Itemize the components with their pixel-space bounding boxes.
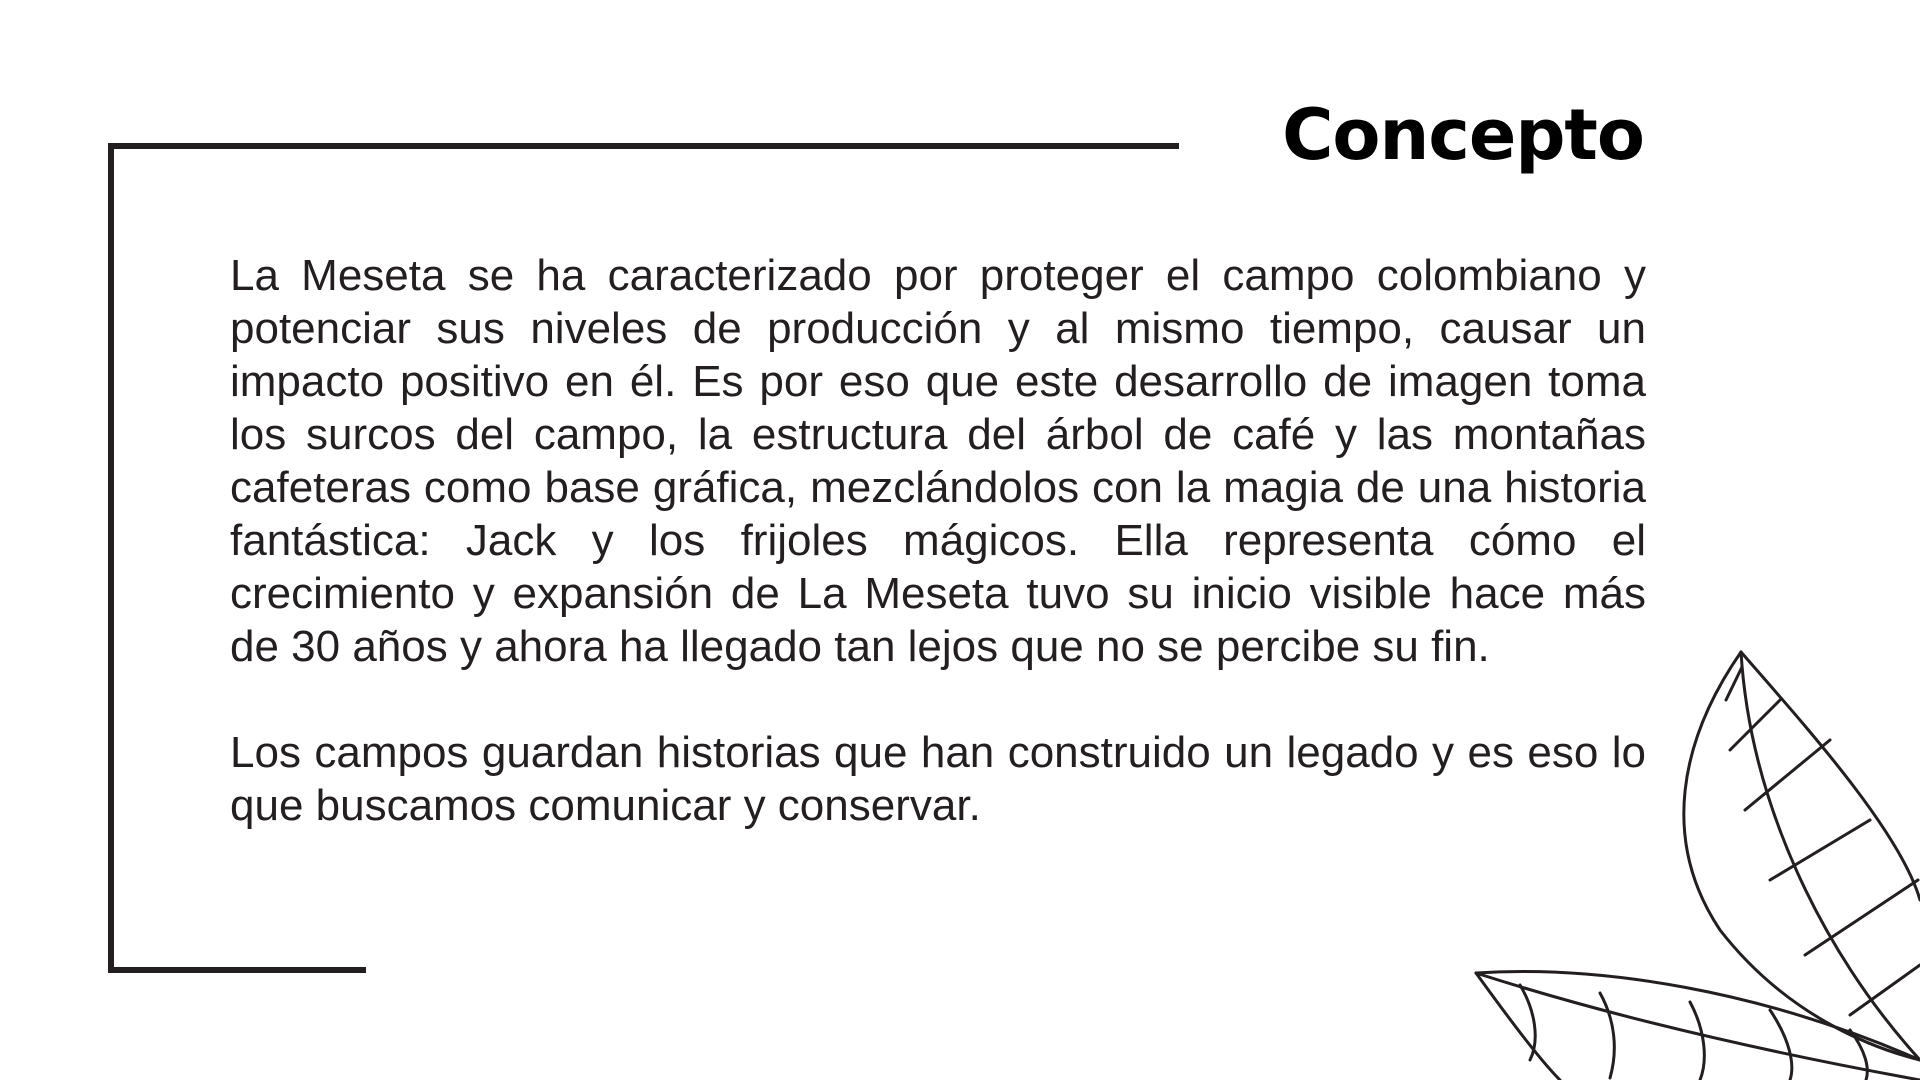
frame-left-line <box>108 143 114 973</box>
slide-title: Concepto <box>1282 94 1644 176</box>
paragraph-concept: La Meseta se ha caracterizado por proteger el campo colombiano y potenciar sus niveles de producción y al mismo tiempo, causar un impacto positivo en él. Es por eso que este desarrollo de imagen toma los surcos del campo, la estructura del árbol de café y las montañas cafeteras como base gráfica, mezclándolos con la magia de una historia fantástica: Jack y los frijoles mágicos. Ella representa cómo el crecimiento y expansión de La Meseta tuvo su inicio visible hace más de 30 años y ahora ha llegado tan lejos que no se percibe su fin. <box>230 251 1646 671</box>
frame-top-line <box>108 143 1179 149</box>
frame-bottom-line <box>108 967 366 973</box>
paragraph-legacy: Los campos guardan historias que han construido un legado y es eso lo que buscamos comunicar y conservar. <box>230 728 1646 830</box>
body-text <box>230 249 1646 832</box>
